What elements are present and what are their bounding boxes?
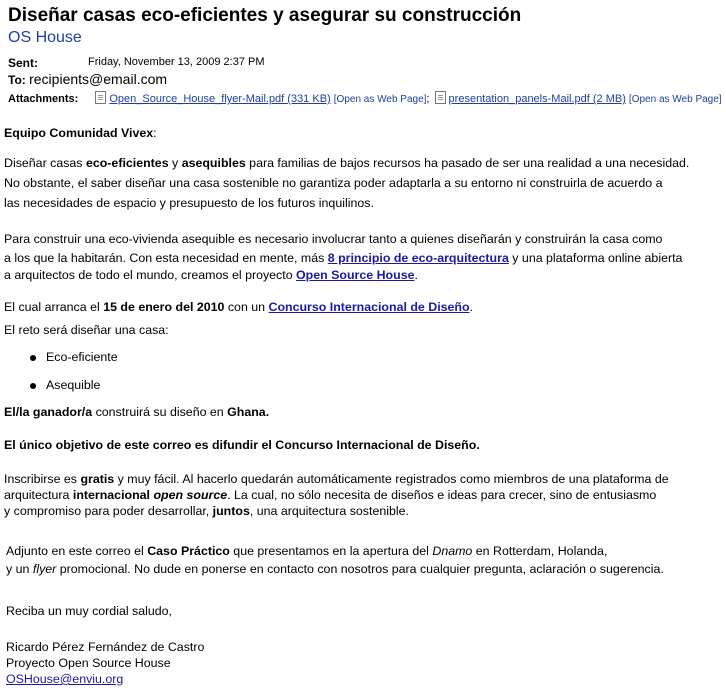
- text-bold: juntos: [212, 504, 250, 518]
- closing: Reciba un muy cordial saludo,: [6, 604, 172, 618]
- paragraph-line: [4, 266, 418, 286]
- text: promocional. No dude en ponerse en contacto con nosotros para cualquier pregunta, aclaración o sugerencia.: [56, 562, 664, 576]
- text: y un: [6, 562, 33, 576]
- sent-value: Friday, November 13, 2009 2:37 PM: [88, 56, 265, 68]
- text: arquitectura: [4, 488, 73, 502]
- contest-link[interactable]: Concurso Internacional de Diseño: [268, 300, 470, 314]
- attachments-label: Attachments:: [8, 93, 79, 105]
- open-as-web-page-link[interactable]: [Open as Web Page]: [333, 94, 427, 105]
- text: que presentamos en la apertura del: [229, 544, 433, 558]
- attachment-separator: ;: [426, 93, 430, 105]
- text-bold: Caso Práctico: [147, 544, 230, 558]
- text-bold: Ghana.: [227, 405, 270, 419]
- signature-project: Proyecto Open Source House: [6, 656, 171, 670]
- text: .: [414, 268, 418, 282]
- text: construirá su diseño en: [92, 405, 228, 419]
- email-sender[interactable]: OS House: [8, 29, 82, 46]
- text: para familias de bajos recursos ha pasado de ser una realidad a una necesidad.: [245, 156, 690, 170]
- text: y muy fácil. Al hacerlo quedarán automáticamente registrados como miembros de una plataforma de: [114, 472, 669, 486]
- signature-email-link[interactable]: OSHouse@enviu.org: [6, 672, 124, 686]
- pdf-file-icon: [435, 91, 446, 104]
- paragraph-line: [4, 403, 269, 423]
- to-value[interactable]: recipients@email.com: [29, 71, 168, 87]
- text: y una plataforma online abierta: [508, 251, 683, 265]
- open-as-web-page-link[interactable]: [Open as Web Page]: [628, 94, 722, 105]
- text: . La cual, no sólo necesita de diseños e ideas para crecer, sino de entusiasmo: [227, 488, 657, 502]
- paragraph-line: [4, 298, 473, 318]
- signature-name: Ricardo Pérez Fernández de Castro: [6, 640, 205, 654]
- to-row: [8, 71, 167, 87]
- text-bold-italic: open source: [153, 488, 228, 502]
- attachments-row: [8, 91, 722, 105]
- pdf-file-icon: [95, 91, 106, 104]
- text: en Rotterdam, Holanda,: [472, 544, 608, 558]
- greeting-colon: :: [153, 126, 157, 140]
- text: y: [168, 156, 182, 170]
- sent-label: Sent:: [8, 56, 38, 70]
- text: y compromiso para poder desarrollar,: [4, 504, 213, 518]
- paragraph-line: El único objetivo de este correo es difundir el Concurso Internacional de Diseño.: [4, 438, 480, 452]
- list-item: [32, 348, 118, 368]
- text-bold: asequibles: [181, 156, 246, 170]
- text: , una arquitectura sostenible.: [249, 504, 409, 518]
- list-item-label: Asequible: [46, 378, 101, 392]
- to-label: To:: [8, 73, 26, 87]
- text-italic: Dnamo: [432, 544, 473, 558]
- text-bold: El/la ganador/a: [4, 405, 93, 419]
- attachment-link[interactable]: presentation_panels-Mail.pdf (2 MB): [448, 93, 626, 105]
- eco-architecture-link[interactable]: 8 principio de eco-arquitectura: [327, 251, 509, 265]
- start-date: 15 de enero del 2010: [103, 300, 225, 314]
- email-header: [8, 4, 720, 48]
- paragraph-line: [6, 560, 664, 580]
- text: Diseñar casas: [4, 156, 86, 170]
- paragraph-line: [4, 154, 689, 174]
- text-italic: flyer: [32, 562, 57, 576]
- text: Adjunto en este correo el: [6, 544, 148, 558]
- attachment-link[interactable]: Open_Source_House_flyer-Mail.pdf (331 KB): [109, 93, 331, 105]
- text-bold: internacional: [72, 488, 150, 502]
- list-item-label: Eco-eficiente: [46, 350, 118, 364]
- open-source-house-link[interactable]: Open Source House: [296, 268, 415, 282]
- greeting: [4, 124, 157, 144]
- signature-email: [6, 670, 123, 690]
- text-bold: gratis: [80, 472, 115, 486]
- paragraph-line: las necesidades de espacio y presupuesto de los futuros inquilinos.: [4, 196, 374, 210]
- sent-row: [8, 56, 265, 70]
- text: con un: [224, 300, 269, 314]
- text: a los que la habitarán. Con esta necesidad en mente, más: [4, 251, 328, 265]
- paragraph-line: [4, 502, 409, 522]
- text: .: [469, 300, 474, 314]
- text-bold: eco-eficientes: [85, 156, 169, 170]
- paragraph-line: El reto será diseñar una casa:: [4, 323, 169, 337]
- paragraph-line: Para construir una eco-vivienda asequible es necesario involucrar tanto a quienes diseñarán y construirán la casa como: [4, 232, 663, 246]
- list-item: [32, 376, 100, 396]
- greeting-name: Equipo Comunidad Vivex: [4, 126, 154, 140]
- paragraph-line: [6, 542, 607, 562]
- text: El cual arranca el: [4, 300, 104, 314]
- paragraph-line: No obstante, el saber diseñar una casa sostenible no garantiza poder adaptarla a su entorno ni construirla de acuerdo a: [4, 176, 663, 190]
- text: a arquitectos de todo el mundo, creamos el proyecto: [4, 268, 297, 282]
- text: Inscribirse es: [4, 472, 81, 486]
- email-subject: Diseñar casas eco-eficientes y asegurar su construcción: [8, 5, 522, 26]
